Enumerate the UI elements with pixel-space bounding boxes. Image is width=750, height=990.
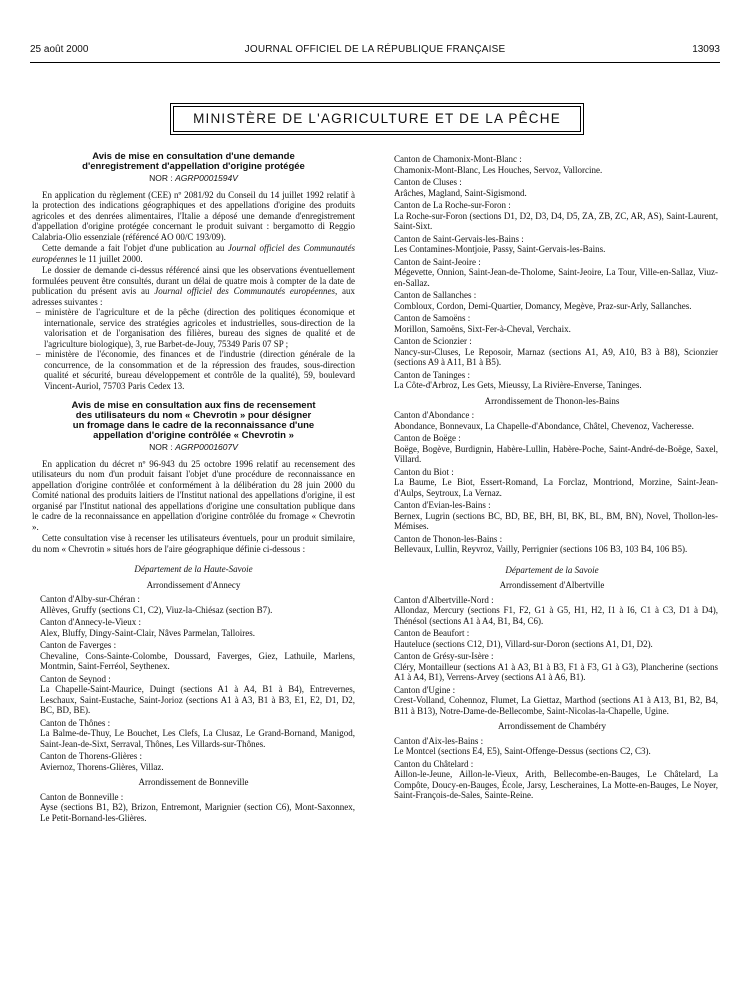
canton-name: Canton d'Abondance :	[394, 410, 475, 420]
journal-title: JOURNAL OFFICIEL DE LA RÉPUBLIQUE FRANÇAISE	[244, 44, 506, 55]
commune-list: La Roche-sur-Foron (sections D1, D2, D3, D4, D5, ZA, ZB, ZC, AR, AS), Saint-Laurent, Saint-Sixt.	[394, 210, 718, 231]
commune-list: La Chapelle-Saint-Maurice, Duingt (sections A1 à A4, B1 à B4), Entrevernes, Leschaux, Saint-Eustache, Saint-Jorioz (sections A1 à A3, B1 à B3, E1, E2, D1, D2, BC, BD, BE).	[40, 684, 355, 715]
canton-name: Canton de Taninges :	[394, 369, 470, 380]
list-item: – ministère de l'économie, des finances et de l'industrie (direction générale de la concurrence, de la consommation et de la répression des fraudes, sous-direction qualité et sécurité, bureau développement et contrôle de la qualité), 59, boulevard Vincent-Auriol, 75703 Paris Cedex 13.	[36, 349, 355, 391]
commune-list: Morillon, Samoëns, Sixt-Fer-à-Cheval, Verchaix.	[394, 323, 571, 334]
paragraph: En application du règlement (CEE) nº 2081/92 du Conseil du 14 juillet 1992 relatif à la protection des indications géographiques et des appellations d'origine des produits agricoles et des denrées alimentaires, l'Italie a déposé une demande d'enregistrement d'appellation d'origine protégée concernant le produit suivant : bergamotto di Reggio Calabria-Olio essenziale (référencé AO 00/C 193/09).	[32, 189, 355, 242]
notice-chevrotin	[32, 401, 355, 823]
canton-name: Canton de Samoëns :	[394, 313, 471, 323]
arrondissement-heading: Arrondissement de Chambéry	[498, 721, 606, 731]
notice-title-line: un fromage dans le cadre de la reconnaissance d'une	[72, 420, 315, 431]
canton-name: Canton de La Roche-sur-Foron :	[394, 200, 511, 210]
canton-name: Canton de Grésy-sur-Isère :	[394, 651, 494, 661]
arrondissement-heading: Arrondissement de Bonneville	[138, 777, 249, 787]
commune-list: Ayse (sections B1, B2), Brizon, Entremont, Marignier (section C6), Mont-Saxonnex, Le Petit-Bornand-les-Glières.	[40, 802, 355, 823]
commune-list: Boëge, Bogève, Burdignin, Habère-Lullin, Habère-Poche, Saint-André-de-Boëge, Saxel, Villard.	[394, 443, 718, 464]
nor-reference	[32, 442, 355, 453]
canton-name: Canton du Châtelard :	[394, 758, 474, 769]
nor-label: NOR :	[149, 173, 173, 183]
department-heading: Département de la Haute-Savoie	[134, 564, 253, 574]
paragraph	[32, 265, 355, 307]
canton-list-annecy	[32, 594, 355, 772]
commune-list: Crest-Volland, Cohennoz, Flumet, La Giettaz, Marthod (sections A1 à A13, B1, B2, B4, B11 à B13), Notre-Dame-de-Bellecombe, Saint-Nicolas-la-Chapelle, Ugine.	[394, 695, 718, 716]
commune-list: La Balme-de-Thuy, Le Bouchet, Les Clefs, La Clusaz, Le Grand-Bornand, Manigod, Saint-Jean-de-Sixt, Serraval, Thônes, Les Villards-sur-Thônes.	[40, 728, 355, 749]
commune-list: Chevaline, Cons-Sainte-Colombe, Doussard, Faverges, Giez, Lathuile, Marlens, Montmin, Saint-Ferréol, Seythenex.	[40, 650, 355, 671]
text-run: Le dossier de demande ci-dessus référencé ainsi que les observations éventuellement formulées peuvent être consultés, durant un délai de quatre mois à compter de la date de publication du présent avis au	[32, 265, 355, 296]
canton-name: Canton d'Albertville-Nord :	[394, 594, 494, 605]
canton-name: Canton de Seynod :	[40, 673, 111, 684]
canton-name: Canton d'Annecy-le-Vieux :	[40, 617, 142, 627]
notice-title-line: Avis de mise en consultation d'une demande	[92, 151, 295, 162]
commune-list: Aviernoz, Thorens-Glières, Villaz.	[40, 761, 164, 772]
notice-title-line: Avis de mise en consultation aux fins de recensement	[71, 400, 316, 411]
commune-list: Bernex, Lugrin (sections BC, BD, BE, BH, BI, BK, BL, BM, BN), Novel, Thollon-les-Mémises.	[394, 510, 718, 531]
page-number: 13093	[692, 44, 720, 55]
canton-list-chambery	[386, 736, 718, 801]
commune-list: Le Montcel (sections E4, E5), Saint-Offenge-Dessus (sections C2, C3).	[394, 746, 651, 756]
left-column	[32, 152, 355, 823]
arrondissement-heading: Arrondissement d'Albertville	[499, 580, 605, 590]
nor-reference	[32, 173, 355, 184]
commune-list: Les Contamines-Montjoie, Passy, Saint-Gervais-les-Bains.	[394, 244, 606, 254]
paragraph: En application du décret nº 96-943 du 25 octobre 1996 relatif au recensement des utilisateurs du nom d'un produit faisant l'objet d'une procédure de reconnaissance en appellation d'origine contrôlée et conformément à la délibération du 28 juin 2000 du Comité national des produits laitiers de l'Institut national des appellations d'origine, il est organisé par l'Institut national des appellations d'origine une consultation publique dans le cadre de la reconnaissance en appellation d'origine contrôlée du fromage « Chevrotin ».	[32, 458, 355, 532]
notice-title-line: appellation d'origine contrôlée « Chevrotin »	[93, 430, 294, 441]
address-list	[32, 307, 355, 391]
canton-name: Canton de Saint-Jeoire :	[394, 256, 481, 267]
arrondissement-heading: Arrondissement de Thonon-les-Bains	[484, 395, 620, 406]
issue-date: 25 août 2000	[30, 44, 89, 55]
text-run: le 11 juillet 2000.	[77, 253, 143, 264]
commune-list: Combloux, Cordon, Demi-Quartier, Domancy, Megève, Praz-sur-Arly, Sallanches.	[394, 300, 692, 311]
canton-name: Canton de Bonneville :	[40, 791, 124, 802]
commune-list: Arâches, Magland, Saint-Sigismond.	[394, 187, 527, 198]
text-run-italic: Journal officiel des Communautés européennes	[154, 286, 335, 296]
commune-list: Allondaz, Mercury (sections F1, F2, G1 à G5, H1, H2, I1 à I6, C1 à C3, D1 à D4), Thénésol (sections A1 à A4, B1, B4, C6).	[394, 605, 718, 626]
list-item: – ministère de l'agriculture et de la pêche (direction des politiques économique et internationale, service des stratégies agricoles et industrielles, sous-direction de la valorisation et de l'organisation des filières, bureau des signes de qualité et de l'agriculture biologique), 3, rue Barbet-de-Jouy, 75349 Paris 07 SP ;	[36, 307, 355, 349]
canton-name: Canton de Saint-Gervais-les-Bains :	[394, 233, 524, 244]
canton-name: Canton de Thorens-Glières :	[40, 751, 143, 761]
commune-list: Mégevette, Onnion, Saint-Jean-de-Tholome, Saint-Jeoire, La Tour, Ville-en-Sallaz, Viuz-en-Sallaz.	[394, 267, 718, 288]
arrondissement-heading: Arrondissement d'Annecy	[146, 579, 241, 590]
canton-name: Canton d'Alby-sur-Chéran :	[40, 594, 140, 604]
commune-list: La Côte-d'Arbroz, Les Gets, Mieussy, La Rivière-Enverse, Taninges.	[394, 380, 642, 390]
commune-list: Cléry, Montailleur (sections A1 à A3, B1 à B3, F1 à F3, G1 à G3), Plancherine (sections A1 à A4, B1), Verrens-Arvey (sections A1 à A6, B1).	[394, 661, 718, 682]
commune-list: Aillon-le-Jeune, Aillon-le-Vieux, Arith, Bellecombe-en-Bauges, Le Châtelard, La Compôte, Doucy-en-Bauges, École, Jarsy, Lescheraines, La Motte-en-Bauges, Le Noyer, Saint-François-de-Sales, Sainte-Reine.	[394, 769, 718, 800]
paragraph: Cette consultation vise à recenser les utilisateurs éventuels, pour un produit similaire, du nom « Chevrotin » situés hors de l'aire géographique définie ci-dessous :	[32, 533, 355, 554]
canton-name: Canton de Boëge :	[394, 433, 461, 443]
page-header	[30, 44, 720, 63]
commune-list: Alex, Bluffy, Dingy-Saint-Clair, Nâves Parmelan, Talloires.	[40, 627, 256, 638]
ministry-heading: MINISTÈRE DE L'AGRICULTURE ET DE LA PÊCHE	[173, 106, 581, 132]
canton-name: Canton d'Ugine :	[394, 684, 456, 695]
commune-list: Hauteluce (sections C12, D1), Villard-sur-Doron (sections A1, D1, D2).	[394, 638, 653, 649]
canton-name: Canton de Scionzier :	[394, 336, 472, 346]
commune-list: Abondance, Bonnevaux, La Chapelle-d'Abondance, Châtel, Chevenoz, Vacheresse.	[394, 420, 694, 431]
paragraph	[32, 243, 355, 264]
canton-name: Canton de Thonon-les-Bains :	[394, 533, 503, 544]
canton-list-albertville	[386, 595, 718, 717]
commune-list: Chamonix-Mont-Blanc, Les Houches, Servoz, Vallorcine.	[394, 164, 603, 175]
right-column	[386, 152, 718, 801]
department-heading: Département de la Savoie	[505, 564, 599, 575]
notice-title-line: des utilisateurs du nom « Chevrotin » pour désigner	[75, 410, 312, 421]
canton-name: Canton d'Evian-les-Bains :	[394, 500, 491, 510]
canton-list-thonon	[386, 410, 718, 555]
nor-code: AGRP0001594V	[175, 173, 238, 183]
nor-code: AGRP0001607V	[175, 442, 238, 452]
text-run-italic: Journal officiel des Communautés européennes	[32, 243, 355, 264]
text-run: Cette demande a fait l'objet d'une publication au	[42, 243, 228, 253]
commune-list: Nancy-sur-Cluses, Le Reposoir, Marnaz (sections A1, A9, A10, B3 à B8), Scionzier (sections A9 à A11, B1 à B5).	[394, 346, 718, 367]
canton-name: Canton du Biot :	[394, 466, 454, 477]
notice-aop-bergamotto	[32, 152, 355, 391]
canton-name: Canton de Beaufort :	[394, 628, 470, 638]
canton-name: Canton de Chamonix-Mont-Blanc :	[394, 154, 522, 164]
commune-list: Bellevaux, Lullin, Reyvroz, Vailly, Perrignier (sections 106 B3, 103 B4, 106 B5).	[394, 544, 688, 554]
nor-label: NOR :	[149, 442, 173, 452]
canton-name: Canton d'Aix-les-Bains :	[394, 735, 484, 746]
commune-list: La Baume, Le Biot, Essert-Romand, La Forclaz, Montriond, Morzine, Saint-Jean-d'Aulps, Seytroux, La Vernaz.	[394, 477, 718, 498]
canton-name: Canton de Thônes :	[40, 717, 111, 728]
canton-name: Canton de Sallanches :	[394, 290, 477, 300]
commune-list: Allèves, Gruffy (sections C1, C2), Viuz-la-Chiésaz (section B7).	[40, 604, 273, 615]
canton-name: Canton de Faverges :	[40, 640, 117, 650]
canton-list-bonneville	[386, 154, 718, 391]
text-run: , aux adresses suivantes :	[32, 286, 355, 307]
notice-title-line: d'enregistrement d'appellation d'origine protégée	[82, 161, 305, 172]
canton-name: Canton de Cluses :	[394, 177, 462, 187]
